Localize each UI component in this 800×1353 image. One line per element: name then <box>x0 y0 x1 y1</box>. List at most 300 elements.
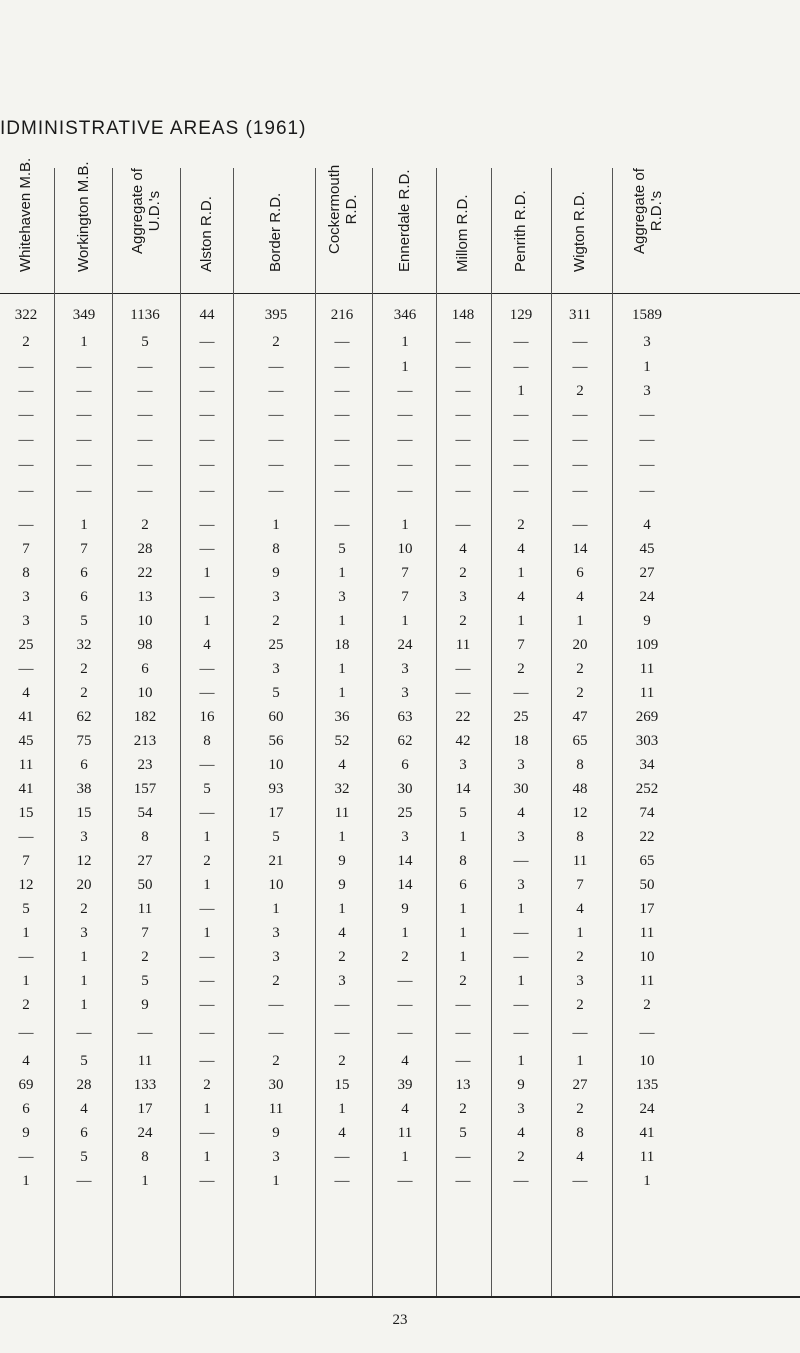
table-row <box>0 826 800 848</box>
table-cell: 32 <box>334 781 350 797</box>
table-row <box>0 994 800 1016</box>
table-cell: — <box>397 457 413 473</box>
table-cell: 2 <box>203 853 211 869</box>
table-cell: 16 <box>199 709 215 725</box>
table-cell: 98 <box>137 637 153 653</box>
page-title: IDMINISTRATIVE AREAS (1961) <box>0 118 307 139</box>
table-cell: — <box>397 997 413 1013</box>
table-cell: 18 <box>334 637 350 653</box>
table-cell: — <box>268 483 284 499</box>
table-cell: 11 <box>639 973 655 989</box>
table-cell: — <box>76 359 92 375</box>
table-cell: — <box>334 432 350 448</box>
table-cell: 1 <box>80 334 88 350</box>
table-cell: — <box>18 457 34 473</box>
table-cell: 1 <box>141 1173 149 1189</box>
table-row <box>0 380 800 402</box>
table-cell: — <box>18 383 34 399</box>
table-cell: 2 <box>401 949 409 965</box>
table-cell: 5 <box>203 781 211 797</box>
table-cell: — <box>199 432 215 448</box>
table-cell: — <box>334 997 350 1013</box>
table-cell: — <box>513 1173 529 1189</box>
table-cell: 1 <box>401 517 409 533</box>
table-cell: 2 <box>80 901 88 917</box>
table-row <box>0 754 800 776</box>
table-cell: — <box>455 661 471 677</box>
table-cell: 4 <box>643 517 651 533</box>
table-cell: 6 <box>576 565 584 581</box>
table-cell: — <box>18 517 34 533</box>
table-cell: 11 <box>268 1101 284 1117</box>
table-cell: 8 <box>576 829 584 845</box>
table-cell: — <box>397 383 413 399</box>
column-header-label: Workington M.B. <box>75 161 92 272</box>
table-cell: — <box>455 383 471 399</box>
column-header <box>397 168 427 288</box>
table-cell: 6 <box>459 877 467 893</box>
table-cell: 50 <box>137 877 153 893</box>
table-cell: 22 <box>639 829 655 845</box>
table-cell: 3 <box>272 925 280 941</box>
table-cell: 157 <box>133 781 157 797</box>
table-cell: — <box>455 407 471 423</box>
table-cell: 27 <box>639 565 655 581</box>
table-cell: 2 <box>141 949 149 965</box>
table-cell: 62 <box>76 709 92 725</box>
table-cell: 8 <box>141 1149 149 1165</box>
table-cell: — <box>18 661 34 677</box>
table-row <box>0 970 800 992</box>
table-cell: — <box>334 517 350 533</box>
table-cell: — <box>513 483 529 499</box>
table-cell: 5 <box>141 973 149 989</box>
column-header <box>572 168 602 288</box>
table-cell: — <box>199 901 215 917</box>
table-cell: — <box>455 359 471 375</box>
table-cell: — <box>18 407 34 423</box>
table-cell: — <box>455 457 471 473</box>
table-cell: 4 <box>517 541 525 557</box>
table-cell: 3 <box>22 589 30 605</box>
table-cell: 1 <box>576 925 584 941</box>
column-header <box>17 157 48 288</box>
table-cell: — <box>199 457 215 473</box>
table-cell: 10 <box>397 541 413 557</box>
table-cell: 4 <box>203 637 211 653</box>
table-cell: 22 <box>455 709 471 725</box>
table-cell: 25 <box>18 637 34 653</box>
table-cell: — <box>199 541 215 557</box>
table-cell: 2 <box>203 1077 211 1093</box>
column-header-label: Whitehaven M.B. <box>17 157 34 272</box>
table-cell: — <box>199 685 215 701</box>
column-header <box>455 168 485 288</box>
table-cell: 30 <box>397 781 413 797</box>
table-cell: 6 <box>80 1125 88 1141</box>
table-cell: 213 <box>133 733 157 749</box>
table-cell: — <box>199 334 215 350</box>
table-cell: 74 <box>639 805 655 821</box>
table-cell: — <box>572 483 588 499</box>
table-cell: 2 <box>459 613 467 629</box>
table-row <box>0 802 800 824</box>
table-cell: 5 <box>272 829 280 845</box>
table-cell: 2 <box>80 661 88 677</box>
table-cell: — <box>397 1173 413 1189</box>
table-cell: — <box>137 432 153 448</box>
table-cell: — <box>137 1025 153 1041</box>
table-cell: 10 <box>268 877 284 893</box>
table-cell: — <box>455 432 471 448</box>
table-cell: 1 <box>338 661 346 677</box>
table-cell: 22 <box>137 565 153 581</box>
column-header-label: Ennerdale R.D. <box>396 169 413 272</box>
table-cell: 14 <box>572 541 588 557</box>
table-row <box>0 850 800 872</box>
table-cell: 18 <box>513 733 529 749</box>
table-cell: 135 <box>635 1077 659 1093</box>
table-cell: 6 <box>141 661 149 677</box>
table-cell: 3 <box>22 613 30 629</box>
table-cell: 7 <box>22 853 30 869</box>
table-row <box>0 454 800 476</box>
column-header <box>268 168 298 288</box>
table-cell: — <box>18 432 34 448</box>
table-cell: — <box>199 589 215 605</box>
table-cell: 10 <box>137 613 153 629</box>
table-cell: 5 <box>80 1053 88 1069</box>
table-cell: 133 <box>133 1077 157 1093</box>
table-cell: 303 <box>635 733 659 749</box>
table-cell: 1 <box>401 1149 409 1165</box>
table-cell: 21 <box>268 853 284 869</box>
table-cell: 24 <box>639 1101 655 1117</box>
table-cell: — <box>397 407 413 423</box>
table-cell: 2 <box>338 1053 346 1069</box>
table-cell: 10 <box>639 949 655 965</box>
table-cell: 4 <box>80 1101 88 1117</box>
table-cell: — <box>513 359 529 375</box>
table-cell: 62 <box>397 733 413 749</box>
table-cell: 14 <box>397 853 413 869</box>
table-cell: — <box>18 829 34 845</box>
table-cell: 395 <box>264 307 288 323</box>
table-cell: 3 <box>272 589 280 605</box>
table-cell: 311 <box>569 307 591 323</box>
table-cell: — <box>268 432 284 448</box>
table-cell: 1 <box>401 925 409 941</box>
table-cell: 63 <box>397 709 413 725</box>
table-cell: 8 <box>203 733 211 749</box>
table-cell: 109 <box>635 637 659 653</box>
table-cell: 5 <box>459 1125 467 1141</box>
table-cell: — <box>572 407 588 423</box>
table-cell: — <box>513 949 529 965</box>
table-cell: 1 <box>643 359 651 375</box>
table-cell: 1 <box>203 613 211 629</box>
table-cell: 1 <box>272 1173 280 1189</box>
table-cell: — <box>18 949 34 965</box>
table-cell: 8 <box>576 757 584 773</box>
table-cell: 28 <box>76 1077 92 1093</box>
table-cell: 2 <box>576 383 584 399</box>
table-row <box>0 1074 800 1096</box>
table-cell: — <box>513 334 529 350</box>
table-cell: 1 <box>517 973 525 989</box>
table-cell: — <box>18 359 34 375</box>
table-cell: 13 <box>455 1077 471 1093</box>
page-number: 23 <box>392 1312 408 1328</box>
column-header-label: Aggregate of U.D.'s <box>129 168 163 254</box>
table-cell: 1 <box>338 685 346 701</box>
table-row <box>0 480 800 502</box>
table-cell: 1 <box>203 1149 211 1165</box>
table-cell: 4 <box>517 1125 525 1141</box>
table-row <box>0 1098 800 1120</box>
table-cell: 1 <box>203 877 211 893</box>
table-cell: 3 <box>643 383 651 399</box>
table-cell: 2 <box>272 973 280 989</box>
table-cell: 30 <box>513 781 529 797</box>
table-cell: 5 <box>80 1149 88 1165</box>
table-cell: 5 <box>272 685 280 701</box>
table-cell: 3 <box>459 589 467 605</box>
table-cell: 17 <box>137 1101 153 1117</box>
table-row <box>0 874 800 896</box>
table-cell: — <box>639 432 655 448</box>
table-cell: 1 <box>338 613 346 629</box>
table-cell: — <box>199 949 215 965</box>
table-cell: 30 <box>268 1077 284 1093</box>
table-cell: 2 <box>576 685 584 701</box>
table-cell: 1 <box>203 1101 211 1117</box>
table-cell: 7 <box>576 877 584 893</box>
table-cell: — <box>137 457 153 473</box>
table-cell: 1 <box>22 925 30 941</box>
table-cell: 148 <box>451 307 475 323</box>
table-cell: 7 <box>401 565 409 581</box>
table-cell: — <box>397 973 413 989</box>
table-cell: — <box>199 1025 215 1041</box>
table-cell: — <box>639 407 655 423</box>
table-cell: — <box>18 1149 34 1165</box>
table-cell: — <box>639 1025 655 1041</box>
table-cell: 10 <box>137 685 153 701</box>
table-cell: — <box>513 853 529 869</box>
table-cell: 2 <box>141 517 149 533</box>
table-cell: — <box>639 483 655 499</box>
table-cell: 1 <box>22 1173 30 1189</box>
table-cell: 1 <box>459 949 467 965</box>
table-cell: 1 <box>203 565 211 581</box>
table-cell: — <box>199 661 215 677</box>
table-cell: — <box>18 483 34 499</box>
table-cell: 8 <box>459 853 467 869</box>
table-cell: 2 <box>459 1101 467 1117</box>
table-cell: 3 <box>517 877 525 893</box>
table-cell: — <box>572 1025 588 1041</box>
table-cell: 23 <box>137 757 153 773</box>
table-row <box>0 730 800 752</box>
table-cell: 1 <box>459 829 467 845</box>
table-cell: 28 <box>137 541 153 557</box>
table-cell: — <box>513 432 529 448</box>
column-headers <box>0 157 800 288</box>
table-cell: — <box>455 997 471 1013</box>
table-cell: 47 <box>572 709 588 725</box>
table-cell: 4 <box>576 589 584 605</box>
table-cell: 9 <box>338 853 346 869</box>
table-cell: — <box>76 1025 92 1041</box>
table-cell: — <box>334 1149 350 1165</box>
table-cell: 4 <box>517 805 525 821</box>
table-cell: 50 <box>639 877 655 893</box>
table-cell: — <box>513 997 529 1013</box>
table-cell: 2 <box>517 517 525 533</box>
table-cell: 38 <box>76 781 92 797</box>
table-cell: 5 <box>459 805 467 821</box>
table-cell: — <box>513 1025 529 1041</box>
table-cell: 10 <box>268 757 284 773</box>
table-cell: — <box>572 1173 588 1189</box>
table-cell: 25 <box>513 709 529 725</box>
table-cell: 17 <box>268 805 284 821</box>
table-cell: 3 <box>272 661 280 677</box>
table-cell: 9 <box>272 565 280 581</box>
table-cell: 24 <box>639 589 655 605</box>
table-cell: — <box>137 383 153 399</box>
table-cell: 2 <box>80 685 88 701</box>
table-cell: — <box>268 383 284 399</box>
table-cell: — <box>455 1149 471 1165</box>
table-cell: 20 <box>76 877 92 893</box>
table-cell: 322 <box>14 307 38 323</box>
table-cell: 60 <box>268 709 284 725</box>
table-row <box>0 706 800 728</box>
table-cell: — <box>199 407 215 423</box>
table-cell: 2 <box>459 973 467 989</box>
table-cell: 6 <box>80 565 88 581</box>
table-cell: — <box>572 359 588 375</box>
header-rule <box>0 293 800 294</box>
table-cell: 7 <box>22 541 30 557</box>
table-cell: — <box>455 517 471 533</box>
table-cell: 3 <box>459 757 467 773</box>
table-cell: 4 <box>22 685 30 701</box>
table-cell: — <box>76 457 92 473</box>
table-cell: 2 <box>576 949 584 965</box>
table-cell: 1 <box>203 925 211 941</box>
table-cell: — <box>76 432 92 448</box>
table-row <box>0 1146 800 1168</box>
table-cell: 1 <box>203 829 211 845</box>
column-header <box>631 168 665 288</box>
table-cell: — <box>268 997 284 1013</box>
table-cell: — <box>397 1025 413 1041</box>
table-cell: — <box>455 1173 471 1189</box>
table-row <box>0 946 800 968</box>
table-cell: 41 <box>639 1125 655 1141</box>
table-cell: 1 <box>576 1053 584 1069</box>
table-cell: 8 <box>576 1125 584 1141</box>
table-cell: 1 <box>272 901 280 917</box>
table-bottom-rule <box>0 1296 800 1298</box>
table-cell: 2 <box>272 1053 280 1069</box>
table-cell: 1589 <box>632 307 662 323</box>
table-cell: 3 <box>576 973 584 989</box>
table-row <box>0 404 800 426</box>
table-cell: — <box>455 685 471 701</box>
table-cell: 11 <box>639 685 655 701</box>
table-cell: — <box>334 407 350 423</box>
table-row <box>0 1122 800 1144</box>
table-cell: 7 <box>80 541 88 557</box>
table-row <box>0 586 800 608</box>
table-cell: 11 <box>137 901 153 917</box>
table-cell: 2 <box>22 997 30 1013</box>
table-row <box>0 1022 800 1044</box>
table-cell: 11 <box>639 661 655 677</box>
table-cell: 25 <box>268 637 284 653</box>
table-row <box>0 562 800 584</box>
table-cell: 6 <box>80 757 88 773</box>
table-cell: — <box>268 407 284 423</box>
table-cell: 7 <box>141 925 149 941</box>
table-row <box>0 778 800 800</box>
table-cell: 1 <box>22 973 30 989</box>
table-cell: 269 <box>635 709 659 725</box>
table-cell: 2 <box>338 949 346 965</box>
table-row <box>0 658 800 680</box>
table-cell: 5 <box>22 901 30 917</box>
table-cell: 1 <box>643 1173 651 1189</box>
table-cell: 252 <box>635 781 659 797</box>
table-cell: 12 <box>76 853 92 869</box>
table-row <box>0 356 800 378</box>
table-cell: 5 <box>80 613 88 629</box>
table-cell: — <box>268 1025 284 1041</box>
table-cell: 24 <box>397 637 413 653</box>
table-cell: 2 <box>576 1101 584 1117</box>
table-cell: 25 <box>397 805 413 821</box>
table-cell: — <box>397 432 413 448</box>
table-cell: 14 <box>455 781 471 797</box>
table-cell: 1 <box>401 359 409 375</box>
table-cell: 15 <box>76 805 92 821</box>
table-cell: 216 <box>330 307 354 323</box>
table-cell: 3 <box>643 334 651 350</box>
table-cell: — <box>397 483 413 499</box>
table-cell: 4 <box>459 541 467 557</box>
table-cell: — <box>639 457 655 473</box>
table-cell: 11 <box>572 853 588 869</box>
table-cell: 48 <box>572 781 588 797</box>
table-cell: 1 <box>401 334 409 350</box>
table-cell: 5 <box>338 541 346 557</box>
table-cell: 2 <box>576 661 584 677</box>
table-cell: — <box>334 383 350 399</box>
column-header <box>326 164 360 288</box>
table-row <box>0 1170 800 1192</box>
table-cell: 9 <box>643 613 651 629</box>
table-cell: 346 <box>393 307 417 323</box>
table-cell: 34 <box>639 757 655 773</box>
table-cell: 11 <box>397 1125 413 1141</box>
table-cell: 8 <box>22 565 30 581</box>
table-cell: 11 <box>455 637 471 653</box>
table-cell: 6 <box>22 1101 30 1117</box>
